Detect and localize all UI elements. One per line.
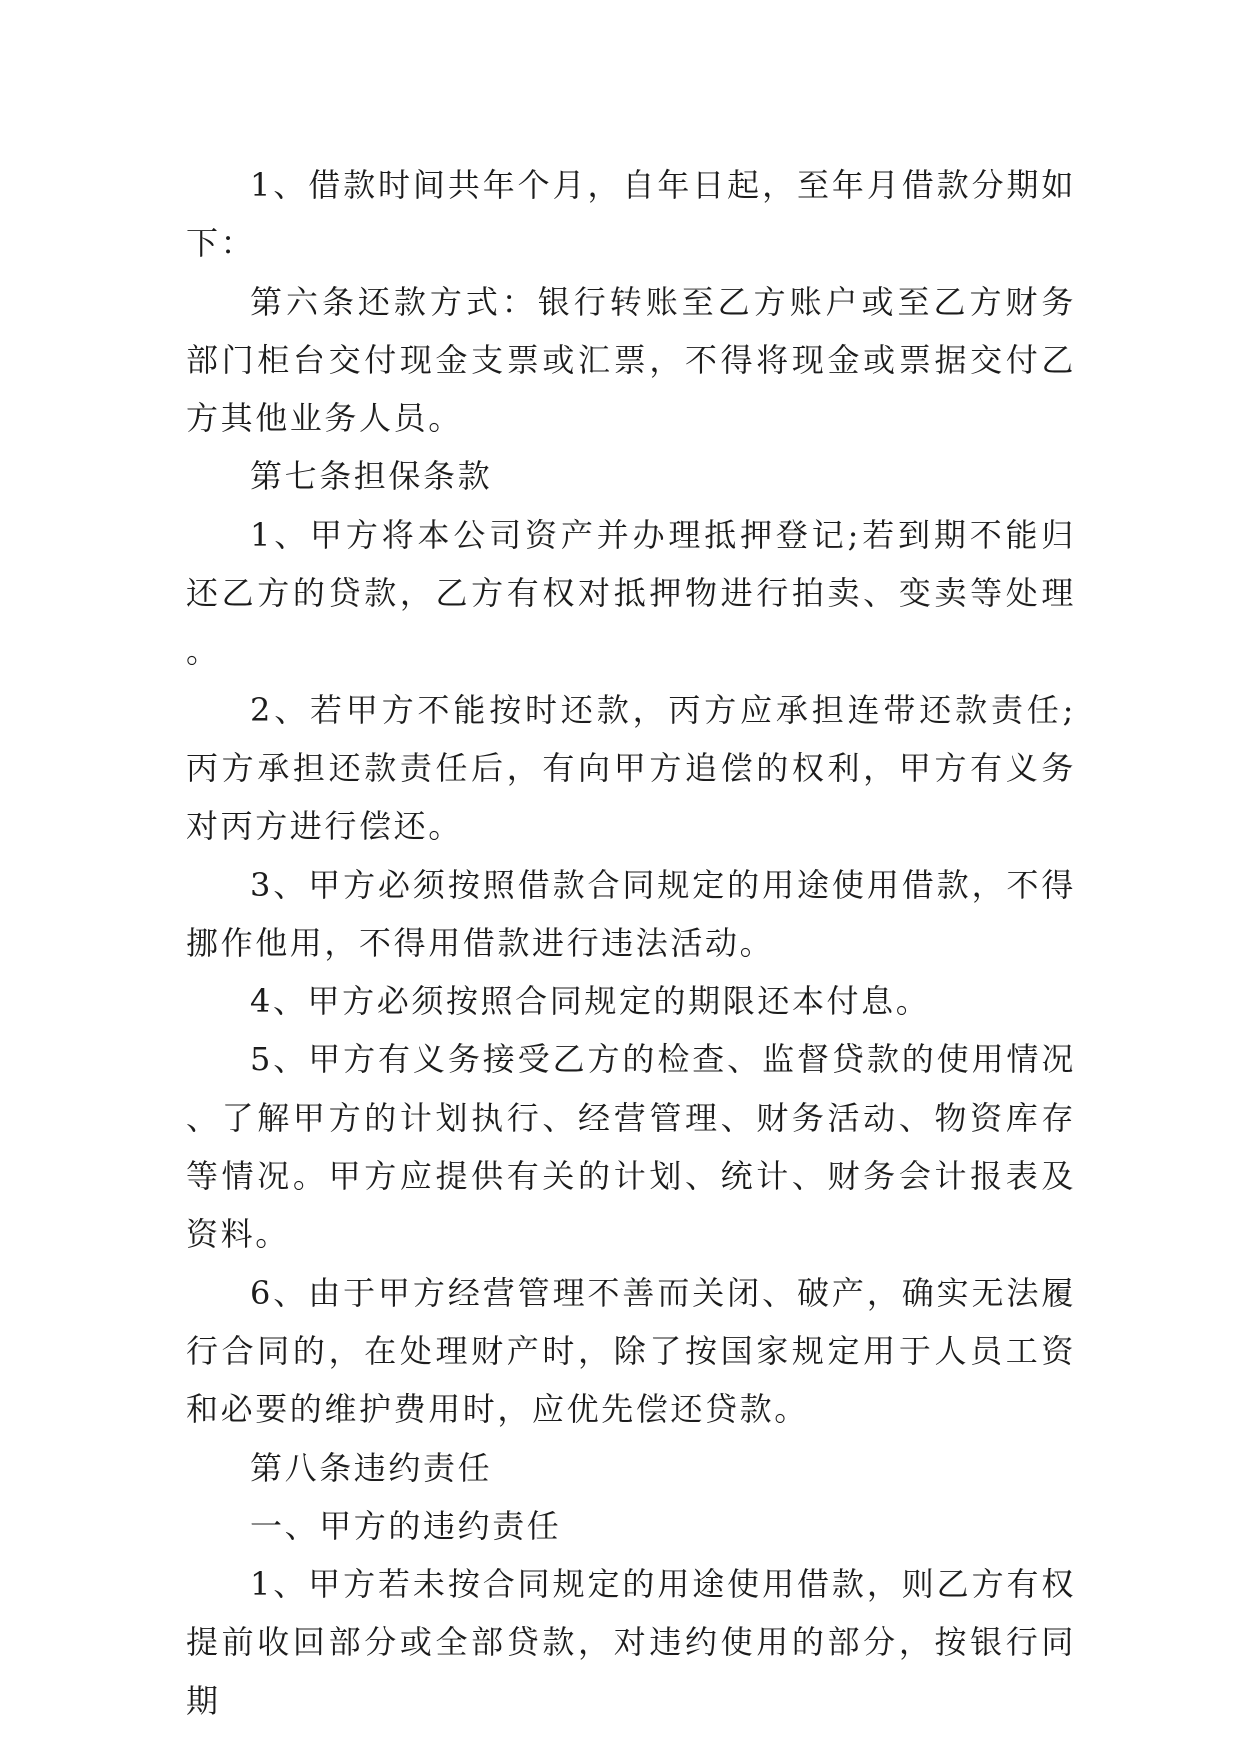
paragraph-article-6-repayment: 第六条还款方式：银行转账至乙方账户或至乙方财务部门柜台交付现金支票或汇票，不得将现金或票据交付乙方其他业务人员。 xyxy=(186,282,1076,438)
paragraph-guarantee-4: 4、甲方必须按照合同规定的期限还本付息。 xyxy=(250,982,931,1021)
paragraph-term-1: 1、借款时间共年个月，自年日起，至年月借款分期如下： xyxy=(186,166,1076,263)
paragraph-liability-1: 1、甲方若未按合同规定的用途使用借款，则乙方有权提前收回部分或全部贷款，对违约使用的部分，按银行同期 xyxy=(186,1565,1076,1720)
paragraph-guarantee-1: 1、甲方将本公司资产并办理抵押登记;若到期不能归还乙方的贷款，乙方有权对抵押物进行拍卖、变卖等处理。 xyxy=(186,515,1076,671)
subheading-party-a-liability: 一、甲方的违约责任 xyxy=(250,1506,562,1545)
paragraph-guarantee-5: 5、甲方有义务接受乙方的检查、监督贷款的使用情况、了解甲方的计划执行、经营管理、财务活动、物资库存等情况。甲方应提供有关的计划、统计、财务会计报表及资料。 xyxy=(186,1040,1076,1254)
heading-article-7: 第七条担保条款 xyxy=(250,457,493,496)
paragraph-guarantee-2: 2、若甲方不能按时还款，丙方应承担连带还款责任;丙方承担还款责任后，有向甲方追偿的权利，甲方有义务对丙方进行偿还。 xyxy=(186,690,1076,846)
paragraph-guarantee-3: 3、甲方必须按照借款合同规定的用途使用借款，不得挪作他用，不得用借款进行违法活动。 xyxy=(186,865,1076,962)
heading-article-8: 第八条违约责任 xyxy=(250,1448,493,1487)
document-body xyxy=(186,156,1076,1730)
paragraph-guarantee-6: 6、由于甲方经营管理不善而关闭、破产，确实无法履行合同的，在处理财产时，除了按国家规定用于人员工资和必要的维护费用时，应优先偿还贷款。 xyxy=(186,1273,1076,1429)
